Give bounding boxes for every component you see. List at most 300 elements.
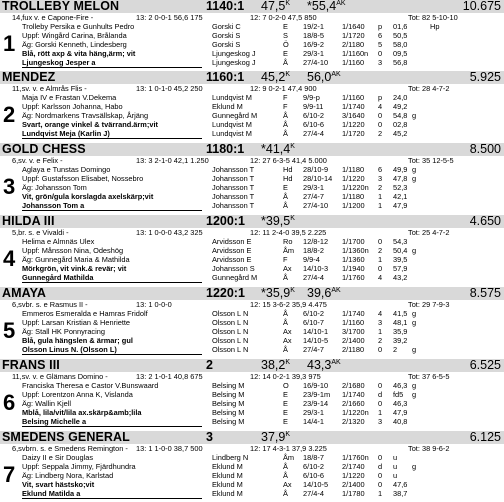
horse-colors: Mblå, lila/vit/lila ax.skärp&amb;lila xyxy=(22,408,142,417)
race-cell: u xyxy=(393,453,398,462)
race-cell: 14/10-1 xyxy=(303,327,329,336)
race-cell: Eklund M xyxy=(212,489,243,498)
race-cell: Å xyxy=(283,111,288,120)
career-total: Tot: 29 7-9-3 xyxy=(408,300,450,309)
race-cell: 4 xyxy=(378,273,383,282)
race-cell: 1/1220 xyxy=(342,120,365,129)
driver-underline xyxy=(22,138,202,139)
race-cell: Johansson S xyxy=(212,264,255,273)
career-total: Tot: 38 9-6-2 xyxy=(408,444,450,453)
race-cell: Å xyxy=(283,129,288,138)
race-cell: 1/1180 xyxy=(342,192,365,201)
horse-breeder: Emmeros Esmeralda e Hamras Fridolf xyxy=(22,309,148,318)
race-cell: Å xyxy=(283,58,288,67)
race-cell: 0 xyxy=(378,49,383,58)
horse-entry xyxy=(0,71,504,142)
race-cell: 1/1220n xyxy=(342,408,369,417)
horse-info: 11,sv. v. e Almrås Flis - xyxy=(12,84,87,93)
horse-uppf: Uppf: Karlsson Johanna, Habo xyxy=(22,102,123,111)
race-cell: 12/8-12 xyxy=(303,237,329,246)
season-stats: 13: 1 0-0-0 43,2 325 xyxy=(136,228,203,237)
prize-money: 6.125 xyxy=(469,431,501,444)
race-cell: g xyxy=(412,318,417,327)
race-cell: 6 xyxy=(378,165,383,174)
prev-season-stats: 12: 7 0-2-0 47,5 850 xyxy=(250,13,317,22)
odds-winner: $45,2^K$ xyxy=(261,71,291,84)
race-cell: u xyxy=(393,462,398,471)
horse-driver: Gunnegård Mathilda xyxy=(22,273,94,282)
race-cell: Olsson L N xyxy=(212,345,249,354)
race-cell: g xyxy=(412,390,417,399)
prize-money: 6.525 xyxy=(469,359,501,372)
horse-colors: Vit, grön/gula korslagda axelskärp;vit xyxy=(22,192,154,201)
race-cell: 35,9 xyxy=(393,327,408,336)
driver-underline xyxy=(22,210,202,211)
race-cell: 2 xyxy=(378,246,383,255)
race-cell: 1/1760n xyxy=(342,453,369,462)
race-cell: 54,8 xyxy=(393,111,408,120)
race-cell: 47,8 xyxy=(393,174,408,183)
race-cell: 1/1940 xyxy=(342,264,365,273)
horse-ag: Äg: Gorski Kenneth, Lindesberg xyxy=(22,40,127,49)
start-distance: 1220:1 xyxy=(206,287,245,300)
career-total: Tot: 37 6-5-5 xyxy=(408,372,450,381)
season-stats: 13: 1 1-0-0 38,7 500 xyxy=(136,444,203,453)
race-cell: 1/1700 xyxy=(342,237,365,246)
race-cell: Gunnegård M xyxy=(212,111,258,120)
race-cell: Å xyxy=(283,345,288,354)
odds-winner: $47,5^K$ xyxy=(261,0,291,13)
horse-driver: Eklund Matilda a xyxy=(22,489,81,498)
race-cell: 02,8 xyxy=(393,120,408,129)
header-bar xyxy=(0,287,504,300)
horse-breeder: Trolleby Persika e Gunhults Pedro xyxy=(22,22,135,31)
race-cell: 1 xyxy=(378,489,383,498)
horse-ag: Äg: Nordmarkens Travsällskap, Årjäng xyxy=(22,111,149,120)
career-total: Tot: 82 5-10-10 xyxy=(408,13,458,22)
race-cell: 2/1180 xyxy=(342,345,365,354)
season-stats: 13: 2 0-0-1 56,6 175 xyxy=(136,13,203,22)
race-cell: 09,5 xyxy=(393,49,408,58)
race-cell: 6/10-6 xyxy=(303,471,324,480)
race-cell: Johansson T xyxy=(212,183,255,192)
odds-winner: $38,2^K$ xyxy=(261,359,291,372)
race-cell: 27/4-7 xyxy=(303,345,324,354)
race-cell: 2 xyxy=(393,345,398,354)
season-stats: 13: 1 0-1-0 45,2 250 xyxy=(136,84,203,93)
race-cell: Johansson T xyxy=(212,165,255,174)
start-distance: 3 xyxy=(206,431,213,444)
horse-colors: Svart, orange vinkel & tvärrand.ärm;vit xyxy=(22,120,158,129)
race-cell: d xyxy=(378,462,383,471)
race-cell: 27/4-7 xyxy=(303,192,324,201)
race-cell: Olsson L N xyxy=(212,309,249,318)
race-cell: 29/3-1 xyxy=(303,49,324,58)
race-cell: 43,2 xyxy=(393,273,408,282)
race-cell: 1/1220 xyxy=(342,471,365,480)
race-cell: Olsson L N xyxy=(212,336,249,345)
race-cell: 1/1160 xyxy=(342,93,365,102)
race-cell: 14/10-3 xyxy=(303,264,329,273)
odds-winner: $*35,9^K$ xyxy=(261,287,295,300)
driver-underline xyxy=(22,426,202,427)
horse-name: TROLLEBY MELON xyxy=(2,0,120,13)
race-cell: p xyxy=(378,93,383,102)
race-cell: 2/1740 xyxy=(342,462,365,471)
race-cell: 3/1700 xyxy=(342,327,365,336)
race-cell: 14/10-5 xyxy=(303,336,329,345)
race-cell: 27/4-4 xyxy=(303,129,324,138)
race-cell: 0 xyxy=(378,453,383,462)
race-cell: 49,2 xyxy=(393,102,408,111)
race-cell: 48,1 xyxy=(393,318,408,327)
horse-name: FRANS III xyxy=(2,359,60,372)
start-distance: 2 xyxy=(206,359,213,372)
race-cell: 1 xyxy=(378,255,383,264)
race-cell: F xyxy=(283,102,288,111)
race-cell: Gunnegård M xyxy=(212,273,258,282)
driver-underline xyxy=(22,282,202,283)
race-cell: Arvidsson E xyxy=(212,237,252,246)
race-cell: 1/1160 xyxy=(342,58,365,67)
race-cell: 1/1360n xyxy=(342,246,369,255)
horse-info: 6,svbrn. s. e Smedens Remington - xyxy=(12,444,128,453)
race-cell: 3/1640 xyxy=(342,111,365,120)
horse-driver: Johansson Tom a xyxy=(22,201,85,210)
race-cell: 2 xyxy=(378,183,383,192)
race-cell: 47,9 xyxy=(393,201,408,210)
race-cell: E xyxy=(283,417,288,426)
race-cell: g xyxy=(412,381,417,390)
race-cell: E xyxy=(283,22,288,31)
race-cell: 46,3 xyxy=(393,399,408,408)
prize-money: 5.925 xyxy=(469,71,501,84)
horse-info: 11,sv. v. e Glämans Domino - xyxy=(12,372,108,381)
horse-name: AMAYA xyxy=(2,287,47,300)
race-cell: 41,5 xyxy=(393,309,408,318)
header-bar xyxy=(0,71,504,84)
race-cell: Eklund M xyxy=(212,462,243,471)
race-cell: 1 xyxy=(378,201,383,210)
horse-info: 6,svbr. s. e Rasmus II - xyxy=(12,300,88,309)
odds-place: $*55,4^{AK}$ xyxy=(307,0,346,13)
race-cell: 0 xyxy=(378,111,383,120)
race-cell: Olsson L N xyxy=(212,327,249,336)
race-cell: 46,3 xyxy=(393,381,408,390)
odds-place: $43,3^{AK}$ xyxy=(307,359,341,372)
race-cell: 0 xyxy=(378,264,383,273)
race-cell: d xyxy=(378,390,383,399)
horse-name: SMEDENS GENERAL xyxy=(2,431,130,444)
start-number: 5 xyxy=(3,318,16,343)
prev-season-stats: 12: 27 6-3-5 41,4 5.000 xyxy=(250,156,327,165)
race-cell: 1/1720 xyxy=(342,31,365,40)
race-cell: 16/9-10 xyxy=(303,381,329,390)
race-cell: Gorski S xyxy=(212,40,241,49)
race-cell: 23/9-1m xyxy=(303,390,331,399)
race-cell: Ax xyxy=(283,336,292,345)
prev-season-stats: 12: 15 3-6-2 35,9 4.475 xyxy=(250,300,327,309)
horse-colors: Blå, rött axp & vita häng,ärm; vit xyxy=(22,49,136,58)
race-cell: 57,9 xyxy=(393,264,408,273)
race-cell: 56,8 xyxy=(393,58,408,67)
horse-info: 14,fux v. e Capone-Fire - xyxy=(12,13,94,22)
race-cell: 2/1400 xyxy=(342,336,365,345)
horse-driver: Olsson Linus N. (Olsson L) xyxy=(22,345,117,354)
race-cell: 6 xyxy=(378,31,383,40)
race-cell: 3 xyxy=(378,58,383,67)
race-cell: 0 xyxy=(378,381,383,390)
start-number: 7 xyxy=(3,462,16,487)
race-cell: 19/2-1 xyxy=(303,22,324,31)
start-distance: 1160:1 xyxy=(206,71,245,84)
horse-entry xyxy=(0,431,504,502)
horse-ag: Äg: Johansson Tom xyxy=(22,183,87,192)
horse-driver: Belsing Michelle a xyxy=(22,417,87,426)
race-cell: 29/3-1 xyxy=(303,408,324,417)
start-distance: 1140:1 xyxy=(206,0,245,13)
horse-ag: Äg: Stall HK Ponnyracing xyxy=(22,327,105,336)
race-cell: Johansson T xyxy=(212,192,255,201)
race-cell: 1/1220 xyxy=(342,174,365,183)
start-distance: 1180:1 xyxy=(206,143,245,156)
race-cell: E xyxy=(283,183,288,192)
race-cell: 24,0 xyxy=(393,93,408,102)
race-cell: 1/1160n xyxy=(342,49,369,58)
race-cell: Å xyxy=(283,120,288,129)
race-cell: Å xyxy=(283,318,288,327)
race-cell: 39,2 xyxy=(393,336,408,345)
race-cell: Åm xyxy=(283,453,295,462)
driver-underline xyxy=(22,498,202,499)
race-cell: Eklund M xyxy=(212,471,243,480)
race-cell: Ax xyxy=(283,480,292,489)
driver-underline xyxy=(22,354,202,355)
horse-entry xyxy=(0,0,504,71)
season-stats: 13: 1 0-0-0 xyxy=(136,300,172,309)
race-cell: Ljungeskog J xyxy=(212,49,256,58)
start-number: 4 xyxy=(3,246,16,271)
horse-breeder: Maja IV e Frastan V.Dekema xyxy=(22,93,117,102)
horse-info: 6,sv. v. e Felix - xyxy=(12,156,63,165)
race-cell: 1/1740 xyxy=(342,309,365,318)
prev-season-stats: 12: 17 4-3-1 37,9 3.225 xyxy=(250,444,327,453)
race-cell: 0 xyxy=(378,120,383,129)
race-cell: Hd xyxy=(283,174,293,183)
race-cell: 6/10-2 xyxy=(303,111,324,120)
race-cell: Johansson T xyxy=(212,201,255,210)
horse-colors: Blå, gula hängslen & ärmar; gul xyxy=(22,336,133,345)
race-cell: Lundqvist M xyxy=(212,129,252,138)
race-cell: Ax xyxy=(283,327,292,336)
horse-uppf: Uppf: Gustafsson Elisabet, Nossebro xyxy=(22,174,144,183)
race-cell: g xyxy=(412,345,417,354)
race-cell: E xyxy=(283,390,288,399)
start-number: 2 xyxy=(3,102,16,127)
race-cell: 18/8-5 xyxy=(303,31,324,40)
horse-name: GOLD CHESS xyxy=(2,143,86,156)
prev-season-stats: 12: 14 0-2-1 39,3 975 xyxy=(250,372,321,381)
race-cell: Johansson T xyxy=(212,174,255,183)
race-cell: Å xyxy=(283,309,288,318)
race-cell: 1 xyxy=(378,408,383,417)
race-cell: 6/10-6 xyxy=(303,120,324,129)
race-cell: Belsing M xyxy=(212,399,245,408)
race-cell: Gorski S xyxy=(212,31,241,40)
race-cell: Ö xyxy=(283,40,289,49)
race-cell: 9/9-4 xyxy=(303,255,320,264)
race-cell: 2/1320 xyxy=(342,417,365,426)
race-cell: 1/1180 xyxy=(342,165,365,174)
race-cell: F xyxy=(283,93,288,102)
horse-colors: Mörkgrön, vit vink.& revär; vit xyxy=(22,264,127,273)
race-cell: 3 xyxy=(378,318,383,327)
race-cell: Lundqvist M xyxy=(212,120,252,129)
race-cell: 5 xyxy=(378,40,383,49)
start-number: 6 xyxy=(3,390,16,415)
race-cell: Å xyxy=(283,273,288,282)
race-cell: 50,4 xyxy=(393,246,408,255)
race-cell: 9/9-p xyxy=(303,93,320,102)
race-cell: 1/1720 xyxy=(342,129,365,138)
race-cell: 27/4-4 xyxy=(303,489,324,498)
race-cell: 47,6 xyxy=(393,480,408,489)
race-cell: 28/10-14 xyxy=(303,174,333,183)
race-cell: 27/4-10 xyxy=(303,201,329,210)
horse-breeder: Daizy II e Sir Douglas xyxy=(22,453,94,462)
horse-breeder: Helima e Almnäs Ulex xyxy=(22,237,95,246)
race-cell: 1/1760 xyxy=(342,273,365,282)
race-cell: 0 xyxy=(378,237,383,246)
race-cell: Eklund M xyxy=(212,480,243,489)
horse-entry xyxy=(0,359,504,430)
race-cell: 16/9-2 xyxy=(303,40,324,49)
race-cell: p xyxy=(378,22,383,31)
horse-uppf: Uppf: Lorentzon Anna K, Vislanda xyxy=(22,390,133,399)
race-cell: g xyxy=(412,165,417,174)
horse-ag: Äg: Lindberg Nora, Karlstad xyxy=(22,471,114,480)
race-cell: Ljungeskog J xyxy=(212,58,256,67)
race-cell: 29/3-1 xyxy=(303,183,324,192)
race-cell: Å xyxy=(283,192,288,201)
race-cell: 0 xyxy=(378,480,383,489)
prize-money: 8.500 xyxy=(469,143,501,156)
race-cell: E xyxy=(283,399,288,408)
race-cell: 3 xyxy=(378,417,383,426)
race-cell: Åm xyxy=(283,246,295,255)
header-bar xyxy=(0,359,504,372)
race-cell: Gorski C xyxy=(212,22,241,31)
race-cell: 52,3 xyxy=(393,183,408,192)
season-stats: 13: 2 1-0-1 40,8 675 xyxy=(136,372,203,381)
start-number: 3 xyxy=(3,174,16,199)
race-cell: 28/10-9 xyxy=(303,165,329,174)
prize-money: 8.575 xyxy=(469,287,501,300)
horse-uppf: Uppf: Seppala Jimmy, Fjärdhundra xyxy=(22,462,136,471)
race-cell: Arvidsson E xyxy=(212,255,252,264)
race-cell: 2/1660 xyxy=(342,399,365,408)
race-cell: 23/9-14 xyxy=(303,399,329,408)
race-cell: 01,6 xyxy=(393,22,408,31)
race-cell: 1/1220n xyxy=(342,183,369,192)
race-cell: Lindberg N xyxy=(212,453,249,462)
odds-winner: $37,9^K$ xyxy=(261,431,291,444)
race-cell: Belsing M xyxy=(212,390,245,399)
race-cell: 2 xyxy=(378,129,383,138)
race-cell: 0 xyxy=(378,471,383,480)
race-cell: 18/8-2 xyxy=(303,246,324,255)
horse-name: MENDEZ xyxy=(2,71,56,84)
race-cell: 1/1360 xyxy=(342,255,365,264)
race-cell: 0 xyxy=(378,399,383,408)
career-total: Tot: 28 4-7-2 xyxy=(408,84,450,93)
race-cell: E xyxy=(283,49,288,58)
odds-winner: $*41,4^K$ xyxy=(261,143,295,156)
horse-driver: Ljungeskog Jesper a xyxy=(22,58,96,67)
race-cell: E xyxy=(283,408,288,417)
horse-name: HILDA III xyxy=(2,215,55,228)
race-cell: F xyxy=(283,255,288,264)
race-cell: 39,5 xyxy=(393,255,408,264)
race-cell: 1/1160 xyxy=(342,318,365,327)
horse-breeder: Franciska Theresa e Castor V.Bunswaard xyxy=(22,381,159,390)
race-cell: 1/1740 xyxy=(342,102,365,111)
race-cell: 27/4-10 xyxy=(303,58,329,67)
odds-place: $39,6^{AK}$ xyxy=(307,287,341,300)
horse-colors: Vit, svart hästsko;vit xyxy=(22,480,95,489)
race-cell: O xyxy=(283,381,289,390)
race-cell: Hd xyxy=(283,165,293,174)
race-cell: 14/4-1 xyxy=(303,417,324,426)
race-cell: 2/1180 xyxy=(342,40,365,49)
race-cell: Lundqvist M xyxy=(212,93,252,102)
career-total: Tot: 25 4-7-2 xyxy=(408,228,450,237)
prev-season-stats: 12: 9 0-2-1 47,4 900 xyxy=(250,84,317,93)
race-cell: 50,5 xyxy=(393,31,408,40)
race-cell: 2 xyxy=(378,336,383,345)
race-cell: g xyxy=(412,309,417,318)
race-cell: 38,7 xyxy=(393,489,408,498)
horse-uppf: Uppf: Larsan Kristian & Henriette xyxy=(22,318,131,327)
race-cell: Å xyxy=(283,489,288,498)
start-number: 1 xyxy=(3,31,16,56)
driver-underline xyxy=(22,67,202,68)
race-cell: 6/10-2 xyxy=(303,309,324,318)
race-cell: Å xyxy=(283,462,288,471)
race-cell: g xyxy=(412,174,417,183)
odds-winner: $*39,5^K$ xyxy=(261,215,295,228)
race-cell: 6/10-2 xyxy=(303,462,324,471)
horse-ag: Äg: Wallin Kjell xyxy=(22,399,72,408)
race-cell: 18/8-7 xyxy=(303,453,324,462)
race-cell: 9/9-11 xyxy=(303,102,324,111)
race-cell: 1/1780 xyxy=(342,489,365,498)
horse-entry xyxy=(0,215,504,286)
race-cell: S xyxy=(283,31,288,40)
prev-season-stats: 12: 11 2-4-0 39,5 2.225 xyxy=(250,228,327,237)
race-cell: Olsson L N xyxy=(212,318,249,327)
horse-driver: Lundqvist Meja (Karlin J) xyxy=(22,129,110,138)
horse-uppf: Uppf: Månsson Nina, Odeshög xyxy=(22,246,124,255)
race-cell: Å xyxy=(283,201,288,210)
race-cell: g xyxy=(412,246,417,255)
race-cell: 3 xyxy=(378,174,383,183)
race-cell: Eklund M xyxy=(212,102,243,111)
odds-place: $56,0^{AK}$ xyxy=(307,71,341,84)
horse-entry xyxy=(0,287,504,358)
race-cell: 2/1680 xyxy=(342,381,365,390)
prize-money: 4.650 xyxy=(469,215,501,228)
